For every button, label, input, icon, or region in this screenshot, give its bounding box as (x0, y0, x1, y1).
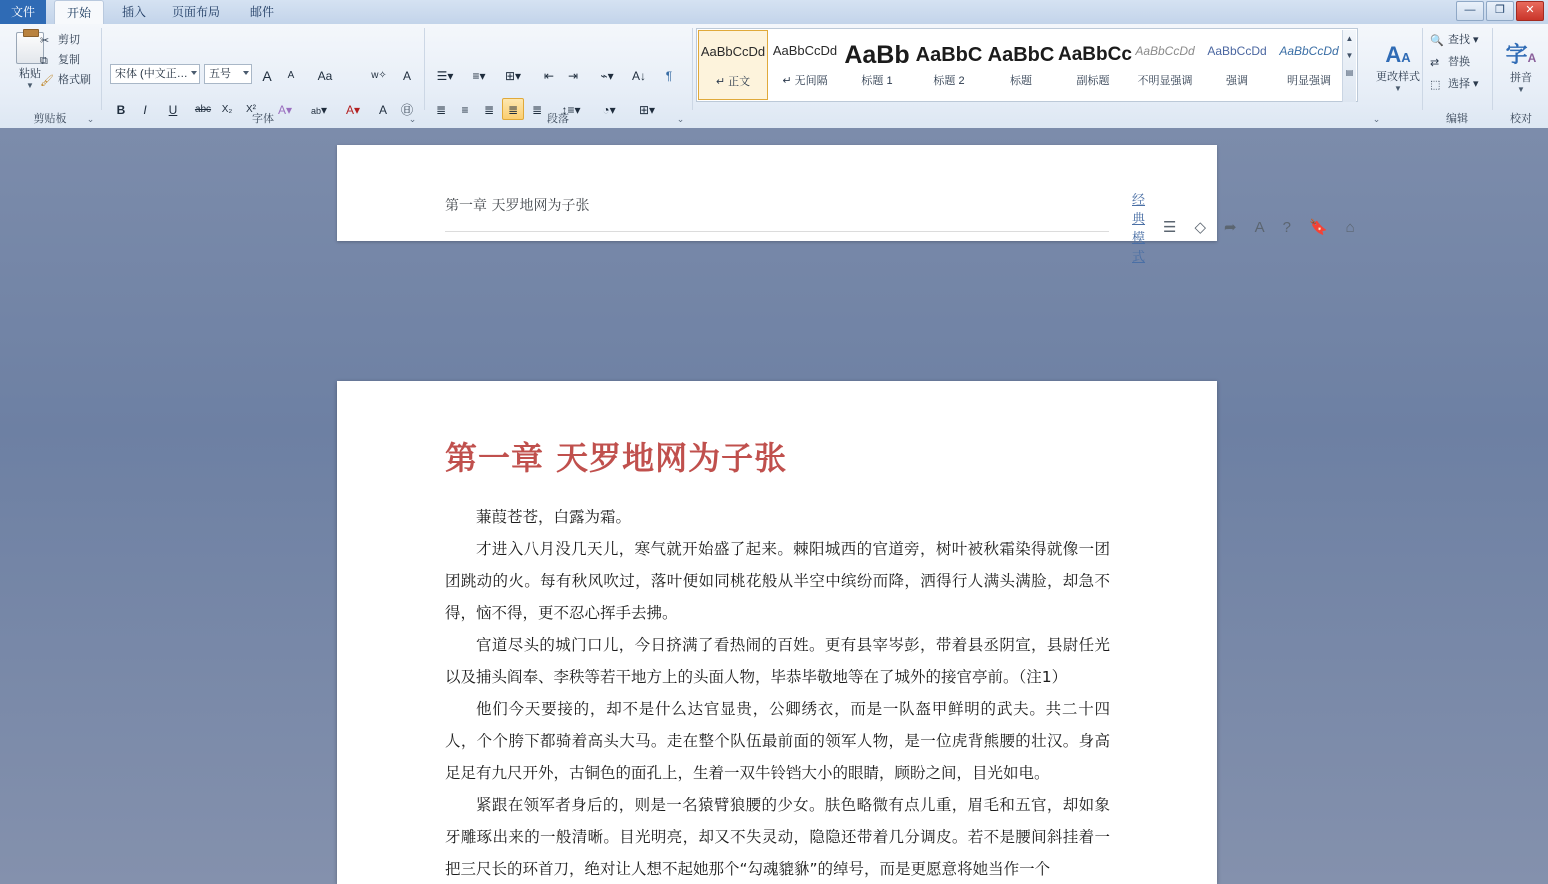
enclose-character-icon[interactable]: ㊐ (400, 103, 413, 117)
document-page[interactable] (337, 381, 1217, 884)
distribute-icon[interactable]: ≣ (531, 103, 543, 117)
scroll-down-icon[interactable]: ▼ (1345, 51, 1354, 60)
style-name: 标题 1 (861, 75, 893, 87)
font-size-value: 五号 (209, 68, 231, 80)
share-icon[interactable]: ➦ (1224, 219, 1237, 236)
select-label: 选择 (1448, 78, 1470, 90)
text-effects-icon[interactable]: A▾ (277, 103, 293, 117)
italic-button[interactable]: I (143, 103, 147, 117)
help-icon[interactable]: ? (1282, 218, 1291, 236)
scissors-icon: ✂ (40, 35, 50, 47)
format-painter-label: 格式刷 (58, 74, 91, 86)
borders-icon[interactable]: ⊞▾ (638, 103, 656, 117)
style-item-no-spacing[interactable] (770, 30, 840, 100)
divider (424, 28, 425, 110)
highlight-color-icon[interactable]: ab▾ (310, 103, 328, 117)
group-label-clipboard: 剪贴板 (33, 113, 67, 125)
pinyin-button[interactable]: 字A 拼音 ▼ (1496, 38, 1546, 94)
clear-formatting-icon[interactable]: w✧ (371, 70, 387, 81)
paste-label: 粘贴 (19, 68, 41, 80)
numbering-icon[interactable]: ≡▾ (472, 69, 486, 83)
line-spacing-icon[interactable]: ↕≡▾ (561, 103, 581, 117)
cut-button[interactable] (40, 32, 80, 49)
paragraph: 才进入八月没几天儿，寒气就开始盛了起来。棘阳城西的官道旁，树叶被秋霜染得就像一团团跳动的火。每有秋风吹过，落叶便如同桃花般从半空中缤纷而降，洒得行人满头满脸，却急不得，恼不得，更不忍心挥手去拂。 (445, 540, 1110, 622)
style-item-emphasis[interactable] (1202, 30, 1272, 100)
style-item-body[interactable] (698, 30, 768, 100)
replace-icon: ⇄ (1430, 57, 1440, 69)
style-preview: AaBbCcDd (772, 43, 838, 58)
style-preview: AaBbCcDd (1279, 44, 1339, 58)
character-shading-icon[interactable]: A (378, 103, 387, 117)
pinyin-icon: 字A (1505, 42, 1537, 67)
style-item-heading-1[interactable] (842, 30, 912, 100)
bookmark-icon[interactable]: 🔖 (1308, 219, 1328, 236)
subscript-button[interactable]: X₂ (221, 104, 233, 115)
style-item-heading-2[interactable] (914, 30, 984, 100)
style-name: 副标题 (1076, 75, 1110, 87)
style-preview: AaBbCcDd (700, 44, 766, 59)
style-preview: AaBbC (987, 44, 1055, 66)
group-styles (696, 24, 1420, 128)
increase-indent-icon[interactable]: ⇥ (567, 69, 579, 83)
style-name: ↵ 正文 (715, 76, 751, 88)
style-item-subtitle[interactable] (1058, 30, 1132, 100)
font-color-icon[interactable]: A▾ (345, 103, 361, 117)
chapter-title-label: 第一章 天罗地网为子张 (445, 198, 590, 214)
copy-button[interactable] (40, 52, 80, 69)
style-preview: AaBbCc (1058, 44, 1132, 65)
paintbrush-icon: 🖌 (40, 75, 54, 87)
change-case-button[interactable]: Aa (317, 69, 333, 83)
strikethrough-button[interactable]: abc (194, 104, 212, 115)
group-label-editing: 编辑 (1446, 113, 1468, 125)
paragraph: 官道尽头的城门口儿，今日挤满了看热闹的百姓。更有县宰岑彭，带着县丞阴宣，县尉任光以及捕头阎奉、李秩等若干地方上的头面人物，毕恭毕敬地等在了城外的接官亭前。（注1） (445, 636, 1110, 686)
group-label-font: 字体 (252, 113, 274, 125)
group-label-proofing: 校对 (1510, 113, 1532, 125)
style-name: 标题 (1010, 75, 1032, 87)
paragraph: 他们今天要接的，却不是什么达官显贵，公卿绣衣，而是一队盔甲鲜明的武夫。共二十四人，个个胯下都骑着高头大马。走在整个队伍最前面的领军人物，是一位虎背熊腰的壮汉。身高足足有九尺开外，古铜色的面孔上，生着一双牛铃铛大小的眼睛，顾盼之间，目光如电。 (445, 700, 1110, 782)
character-border-icon[interactable]: A (402, 69, 411, 83)
align-right-icon[interactable]: ≣ (483, 103, 495, 117)
find-button[interactable]: 🔍 查找 ▾ (1430, 34, 1479, 47)
divider (445, 231, 1109, 232)
reader-toolbar-actions (1132, 189, 1355, 265)
more-styles-icon[interactable]: ▤ (1345, 68, 1354, 77)
ribbon (0, 24, 1548, 129)
bold-button[interactable]: B (116, 103, 126, 117)
shading-icon[interactable]: ◔▾ (602, 103, 616, 117)
pinyin-label: 拼音 (1510, 72, 1532, 84)
style-name: 强调 (1226, 75, 1248, 87)
classic-mode-link[interactable]: 经典模式 (1132, 193, 1146, 265)
replace-label: 替换 (1448, 56, 1470, 68)
tab-page-layout[interactable]: 页面布局 (172, 5, 221, 19)
replace-button[interactable] (1430, 54, 1470, 71)
tab-home[interactable]: 开始 (54, 0, 104, 25)
grow-font-button[interactable]: A (262, 68, 272, 84)
tab-file[interactable]: 文件 (0, 0, 46, 24)
scroll-up-icon[interactable]: ▲ (1345, 34, 1354, 43)
paragraph: 紧跟在领军者身后的，则是一名猿臂狼腰的少女。肤色略微有点儿重，眉毛和五官，却如象牙雕琢出来的一般清晰。目光明亮，却又不失灵动，隐隐还带着几分调皮。若不是腰间斜挂着一把三尺长的环首刀，绝对让人想不起她那个“勾魂貔貅”的绰号，而是更愿意将她当作一个 (445, 796, 1110, 878)
format-painter-button[interactable] (40, 72, 91, 89)
underline-button[interactable]: U (168, 103, 178, 117)
decrease-indent-icon[interactable]: ⇤ (543, 69, 555, 83)
document-canvas (0, 128, 1548, 884)
styles-dialog-launcher[interactable]: ⌄ (1372, 114, 1381, 124)
font-size-icon[interactable]: A (1254, 218, 1265, 236)
paragraph-dialog-launcher[interactable]: ⌄ (676, 114, 685, 124)
paste-button[interactable]: 粘贴 ▼ (8, 30, 52, 94)
ribbon-tab-bar (0, 0, 1548, 24)
divider (692, 28, 693, 110)
style-item-intense-emphasis[interactable] (1274, 30, 1344, 100)
change-styles-button[interactable]: AA 更改样式 ▼ (1368, 42, 1428, 93)
bullets-icon[interactable]: ☰▾ (436, 69, 454, 83)
justify-icon[interactable]: ≣ (502, 98, 524, 120)
divider (1422, 28, 1423, 110)
style-preview: AaBbCcDd (1207, 44, 1267, 58)
style-name: 明显强调 (1287, 75, 1331, 87)
shrink-font-button[interactable]: A (287, 70, 295, 81)
style-preview: AaBbCcDd (1135, 44, 1195, 58)
font-dialog-launcher[interactable]: ⌄ (408, 114, 417, 124)
copy-label: 复制 (58, 54, 80, 66)
style-item-title[interactable] (986, 30, 1056, 100)
select-icon: ⬚ (1430, 79, 1441, 91)
styles-gallery-scrollbar[interactable] (1342, 30, 1356, 102)
align-left-icon[interactable]: ≣ (435, 103, 447, 117)
divider (1492, 28, 1493, 110)
paragraph: 蒹葭苍苍，白露为霜。 (476, 508, 632, 526)
minimize-button[interactable]: — (1456, 1, 1484, 21)
style-preview: AaBb (844, 41, 910, 69)
sort-icon[interactable]: A↓ (631, 69, 646, 83)
align-center-icon[interactable]: ≡ (461, 103, 469, 117)
clipboard-dialog-launcher[interactable]: ⌄ (86, 114, 95, 124)
restore-button[interactable]: ❐ (1486, 1, 1514, 21)
toc-icon[interactable]: ☰ (1163, 219, 1177, 236)
group-label-paragraph: 段落 (547, 113, 569, 125)
tab-mail[interactable]: 邮件 (250, 5, 275, 19)
document-heading: 第一章 天罗地网为子张 (445, 439, 788, 477)
reader-toolbar-card (337, 145, 1355, 265)
close-button[interactable]: ✕ (1516, 1, 1544, 21)
style-name: 标题 2 (933, 75, 965, 87)
home-icon[interactable]: ⌂ (1345, 218, 1355, 236)
tab-insert[interactable]: 插入 (122, 5, 147, 19)
change-styles-icon: AA (1385, 42, 1411, 67)
divider (101, 28, 102, 110)
find-label: 查找 (1448, 34, 1470, 46)
theme-icon[interactable]: ◇ (1194, 219, 1207, 236)
multilevel-list-icon[interactable]: ⊞▾ (504, 69, 522, 83)
copy-icon: ⧉ (40, 55, 48, 67)
style-name: 不明显强调 (1137, 75, 1193, 87)
chinese-layout-icon[interactable]: ⌁▾ (600, 69, 614, 83)
select-button[interactable]: ⬚ 选择 ▾ (1430, 78, 1479, 91)
change-styles-label: 更改样式 (1376, 71, 1420, 83)
superscript-button[interactable]: X² (246, 104, 256, 115)
binoculars-icon: 🔍 (1430, 35, 1444, 47)
style-item-subtle-emphasis[interactable] (1130, 30, 1200, 100)
font-name-combo[interactable] (110, 64, 200, 84)
group-paragraph (426, 24, 690, 128)
group-font (104, 24, 422, 128)
group-proofing (1494, 24, 1548, 128)
style-preview: AaBbC (915, 44, 983, 66)
document-body (445, 501, 1110, 884)
cut-label: 剪切 (58, 34, 80, 46)
font-name-value: 宋体 (中文正… (115, 68, 188, 80)
font-size-combo[interactable] (204, 64, 252, 84)
style-name: ↵ 无间隔 (782, 75, 828, 87)
group-editing (1424, 24, 1490, 128)
show-marks-icon[interactable]: ¶ (665, 69, 673, 83)
styles-gallery[interactable] (696, 28, 1358, 102)
group-clipboard (0, 24, 100, 128)
